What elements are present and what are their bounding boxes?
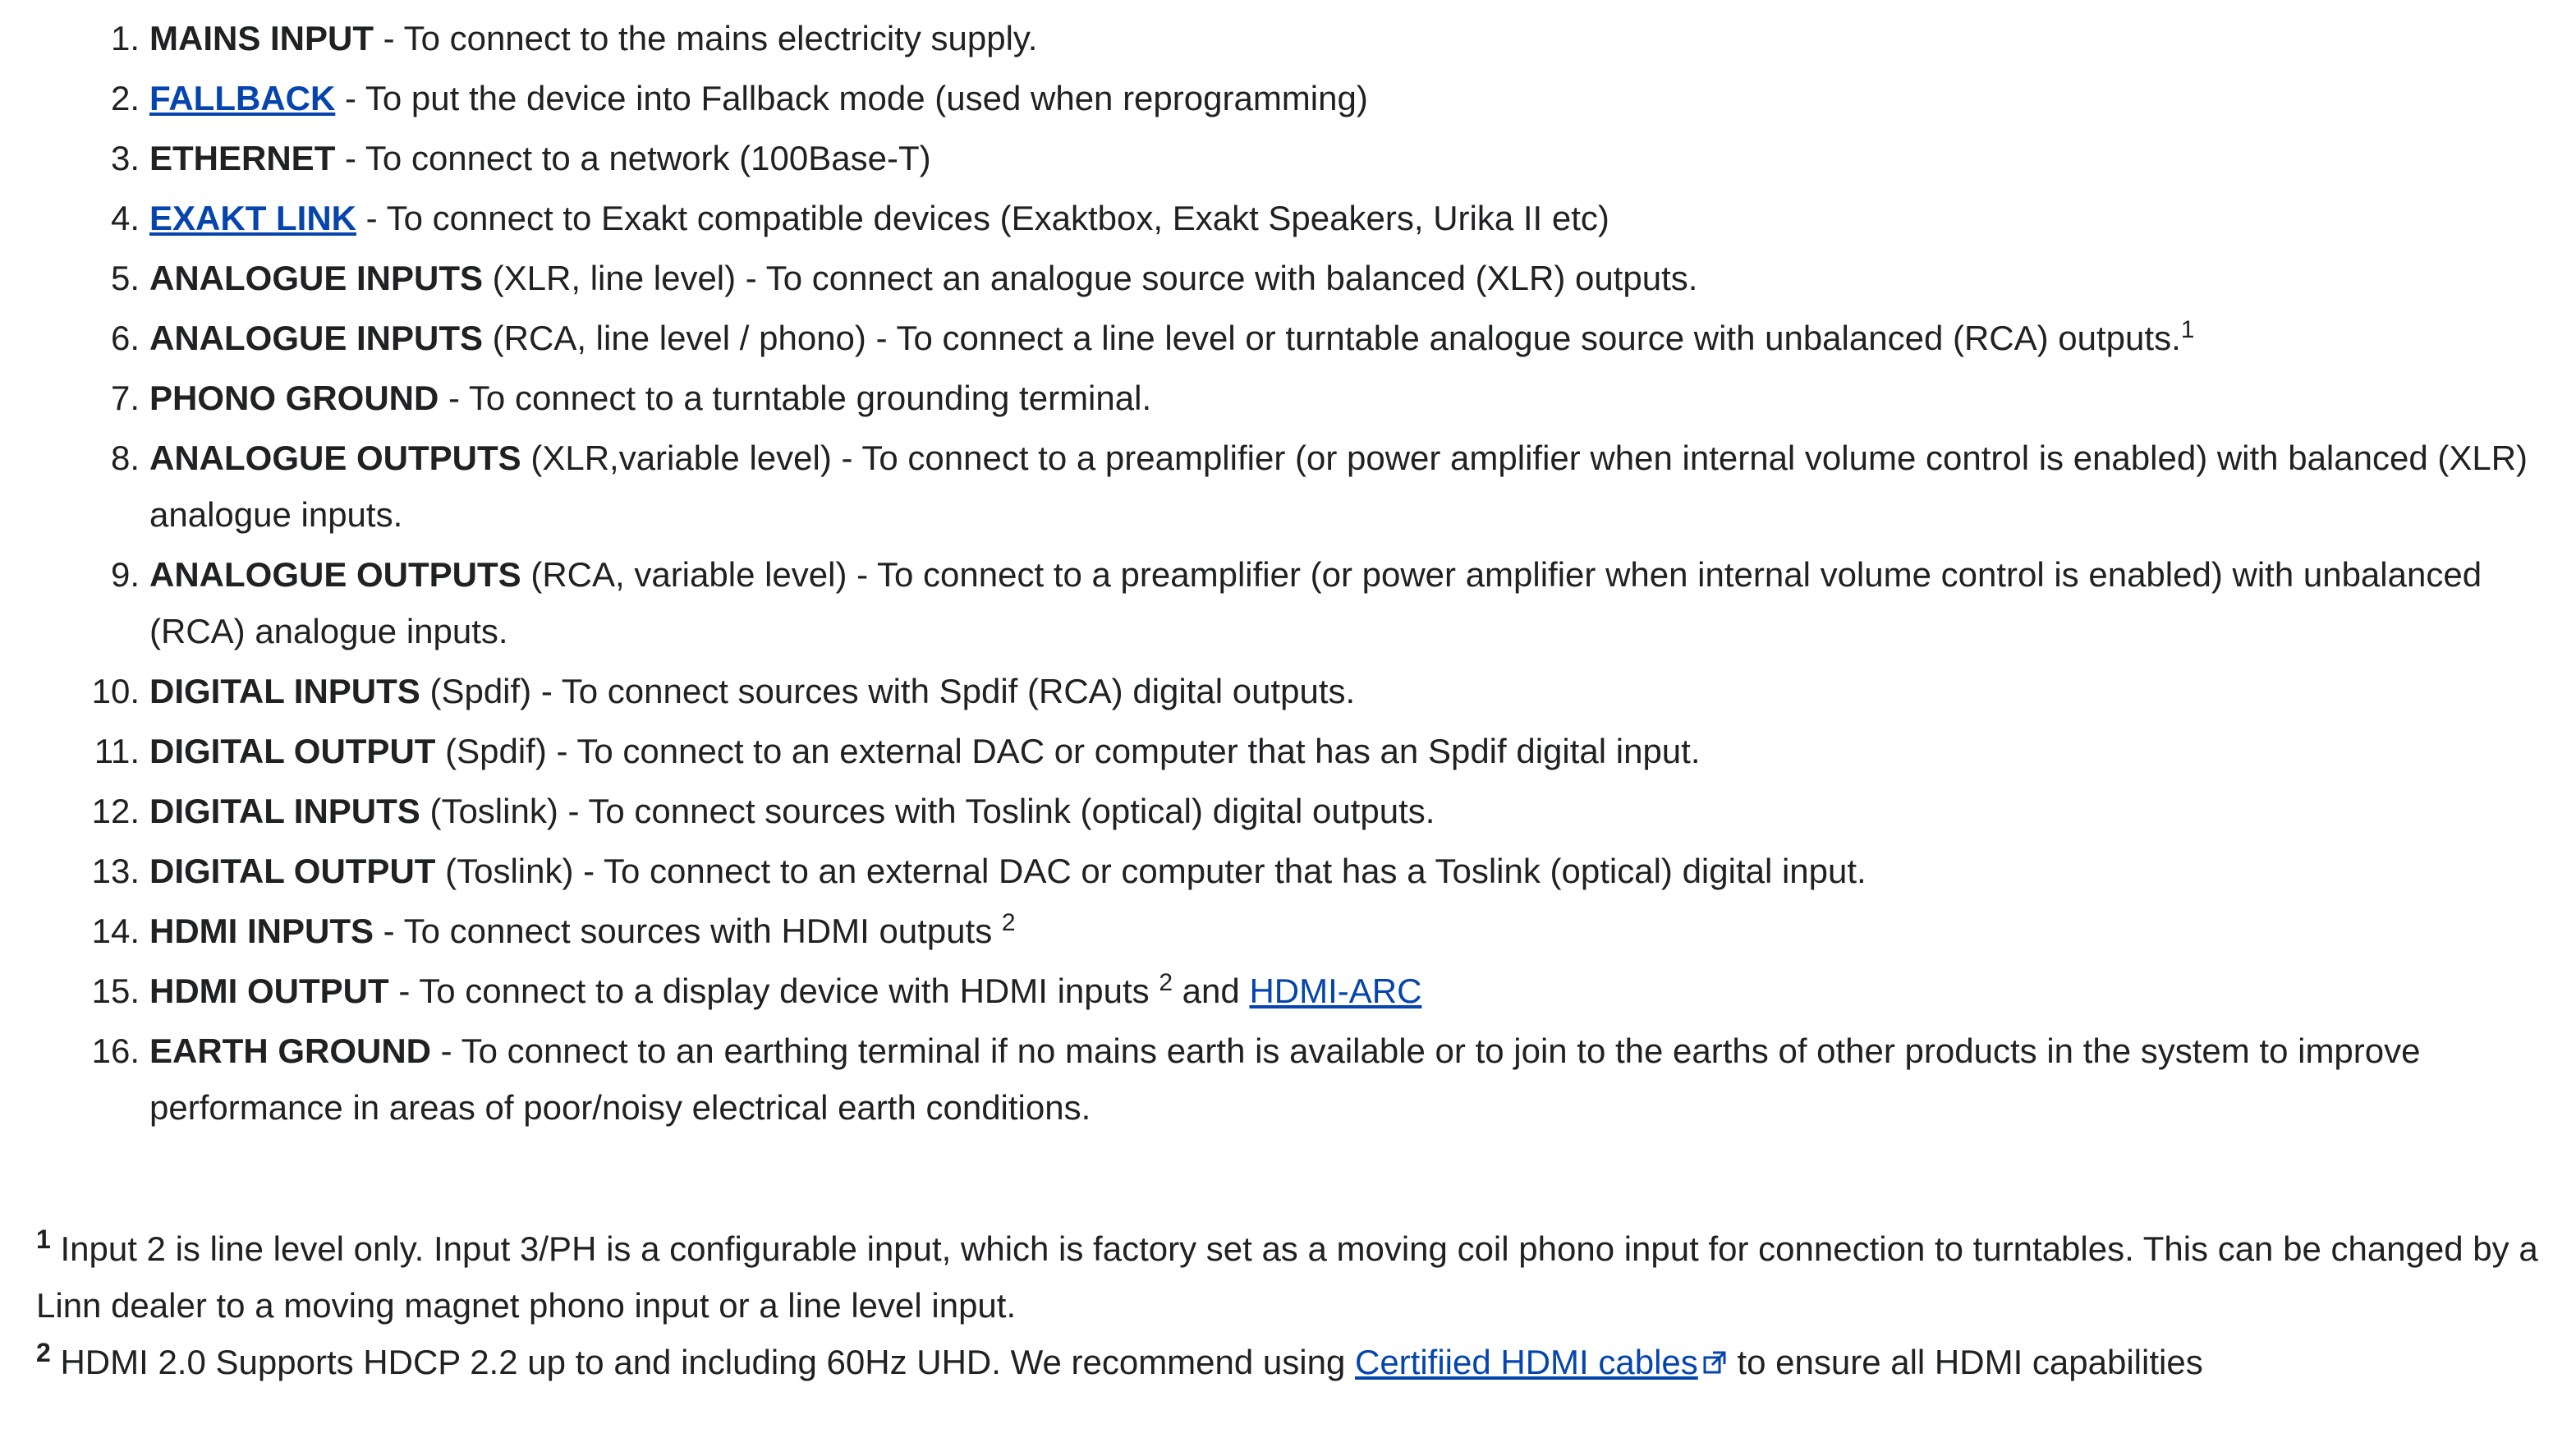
item-term: ANALOGUE INPUTS	[149, 319, 484, 357]
item-number: 8.	[110, 439, 140, 477]
footnote-ref: 2	[1001, 909, 1016, 936]
item-number: 2.	[110, 79, 140, 117]
external-link-icon	[1701, 1349, 1728, 1376]
item-term: MAINS INPUT	[149, 19, 374, 57]
footnotes	[36, 1220, 2541, 1390]
item-description: (Toslink) - To connect to an external DAC or computer that has a Toslink (optical) digital input.	[435, 852, 1867, 890]
list-item	[0, 430, 2576, 543]
item-description: (XLR,variable level) - To connect to a preamplifier (or power amplifier when internal volume control is enabled) with balanced (XLR) analogue inputs.	[149, 439, 2528, 534]
list-item	[0, 70, 2576, 126]
item-number: 10.	[91, 672, 140, 710]
footnote-ref: 1	[2180, 316, 2195, 343]
item-term: ETHERNET	[149, 139, 336, 177]
item-number: 6.	[110, 319, 140, 357]
item-description: (RCA, variable level) - To connect to a preamplifier (or power amplifier when internal volume control is enabled) with unbalanced (RCA) analogue inputs.	[149, 555, 2482, 650]
item-number: 15.	[91, 972, 140, 1010]
footnote-marker: 1	[36, 1224, 51, 1254]
list-item	[0, 663, 2576, 719]
item-description: (Spdif) - To connect to an external DAC or computer that has an Spdif digital input.	[435, 732, 1701, 770]
list-item	[0, 190, 2576, 246]
connections-list	[0, 10, 2576, 1139]
item-term: PHONO GROUND	[149, 379, 439, 417]
footnote-text: HDMI 2.0 Supports HDCP 2.2 up to and including 60Hz UHD. We recommend using	[50, 1343, 1355, 1381]
item-term: HDMI INPUTS	[149, 912, 374, 950]
item-term: HDMI OUTPUT	[149, 972, 389, 1010]
item-number: 14.	[91, 912, 140, 950]
list-item	[0, 546, 2576, 659]
item-term: EARTH GROUND	[149, 1031, 431, 1070]
item-description: (XLR, line level) - To connect an analogue source with balanced (XLR) outputs.	[483, 259, 1698, 297]
item-term: DIGITAL OUTPUT	[149, 732, 436, 770]
list-item	[0, 310, 2576, 366]
footnote-text: Input 2 is line level only. Input 3/PH is a configurable input, which is factory set as a moving coil phono input for connection to turntables. This can be changed by a Linn dealer to a moving magnet phono input or a line level input.	[36, 1229, 2538, 1325]
item-description: (RCA, line level / phono) - To connect a line level or turntable analogue source with unbalanced (RCA) outputs.	[483, 319, 2181, 357]
item-connector-text: and	[1173, 972, 1250, 1010]
item-description: (Toslink) - To connect sources with Toslink (optical) digital outputs.	[420, 792, 1435, 830]
footnote-marker: 2	[36, 1338, 51, 1367]
list-item	[0, 10, 2576, 67]
exakt-link-link[interactable]: EXAKT LINK	[149, 199, 356, 237]
item-number: 1.	[110, 19, 140, 57]
item-term: DIGITAL OUTPUT	[149, 852, 436, 890]
item-description: - To connect to the mains electricity supply.	[374, 19, 1038, 57]
footnote-2	[36, 1334, 2541, 1390]
item-description: - To connect to Exakt compatible devices (Exaktbox, Exakt Speakers, Urika II etc)	[356, 199, 1609, 237]
list-item	[0, 250, 2576, 306]
item-number: 9.	[110, 555, 140, 594]
certified-hdmi-cables-label: Certifiied HDMI cables	[1354, 1343, 1698, 1381]
item-number: 13.	[91, 852, 140, 890]
item-description: - To connect sources with HDMI outputs	[374, 912, 1002, 950]
item-description: - To connect to a network (100Base-T)	[335, 139, 931, 177]
certified-hdmi-cables-link[interactable]	[1355, 1343, 1728, 1381]
item-description: (Spdif) - To connect sources with Spdif (RCA) digital outputs.	[420, 672, 1356, 710]
item-term: ANALOGUE OUTPUTS	[149, 555, 521, 594]
item-term: ANALOGUE INPUTS	[149, 259, 484, 297]
item-description: - To connect to an earthing terminal if no mains earth is available or to join to the earths of other products in the system to improve performance in areas of poor/noisy electrical earth conditions.	[149, 1031, 2421, 1127]
fallback-link[interactable]: FALLBACK	[149, 79, 336, 117]
item-term: DIGITAL INPUTS	[149, 672, 420, 710]
list-item	[0, 843, 2576, 899]
list-item	[0, 370, 2576, 426]
item-number: 12.	[91, 792, 140, 830]
list-item	[0, 1022, 2576, 1136]
top-image-crop	[0, 0, 2576, 7]
list-item	[0, 783, 2576, 839]
item-description: - To connect to a turntable grounding terminal.	[439, 379, 1152, 417]
item-number: 3.	[110, 139, 140, 177]
item-number: 16.	[91, 1031, 140, 1070]
item-number: 4.	[110, 199, 140, 237]
list-item	[0, 130, 2576, 186]
list-item	[0, 723, 2576, 779]
hdmi-arc-link[interactable]: HDMI-ARC	[1249, 972, 1422, 1010]
item-description: - To connect to a display device with HDMI inputs	[388, 972, 1159, 1010]
footnote-text-end: to ensure all HDMI capabilities	[1727, 1343, 2203, 1381]
list-item	[0, 903, 2576, 959]
footnote-ref: 2	[1159, 969, 1173, 996]
item-number: 11.	[94, 732, 140, 770]
item-term: ANALOGUE OUTPUTS	[149, 439, 521, 477]
list-item	[0, 962, 2576, 1019]
item-number: 7.	[110, 379, 140, 417]
footnote-1	[36, 1220, 2541, 1334]
item-number: 5.	[110, 259, 140, 297]
item-description: - To put the device into Fallback mode (used when reprogramming)	[335, 79, 1368, 117]
item-term: DIGITAL INPUTS	[149, 792, 420, 830]
